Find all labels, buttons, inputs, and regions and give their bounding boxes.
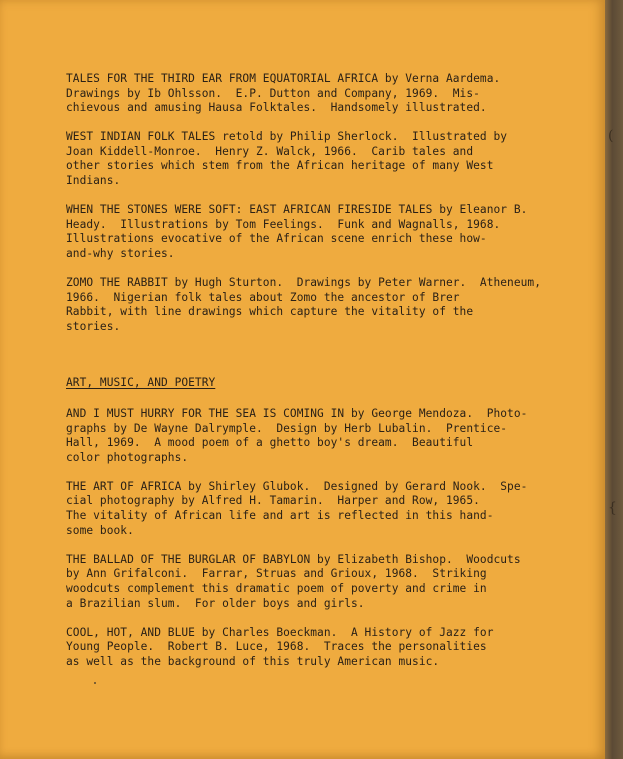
staple-mark-icon: ( xyxy=(608,128,614,144)
entry-line: 1966. Nigerian folk tales about Zomo the ancestor of Brer xyxy=(66,290,460,304)
ink-speck xyxy=(94,682,96,684)
entry-line: color photographs. xyxy=(66,450,189,464)
entry-line: chievous and amusing Hausa Folktales. Handsomely illustrated. xyxy=(66,101,487,115)
bibliography-entry-cool-hot-and-blue xyxy=(66,626,586,670)
entry-line: Heady. Illustrations by Tom Feelings. Funk and Wagnalls, 1968. xyxy=(66,217,501,231)
bibliography-entry-zomo-the-rabbit xyxy=(66,276,586,334)
entry-line: ZOMO THE RABBIT by Hugh Sturton. Drawings by Peter Warner. Atheneum, xyxy=(66,276,541,290)
entry-line: THE BALLAD OF THE BURGLAR OF BABYLON by Elizabeth Bishop. Woodcuts xyxy=(66,552,521,566)
entry-line: by Ann Grifalconi. Farrar, Struas and Grioux, 1968. Striking xyxy=(66,567,487,581)
entry-line: Joan Kiddell-Monroe. Henry Z. Walck, 1966. Carib tales and xyxy=(66,144,474,158)
entry-line: TALES FOR THE THIRD EAR FROM EQUATORIAL AFRICA by Verna Aardema. xyxy=(66,72,501,85)
entry-line: stories. xyxy=(66,319,121,333)
section-heading: ART, MUSIC, AND POETRY xyxy=(66,376,216,390)
entry-line: and-why stories. xyxy=(66,246,175,260)
binding-edge xyxy=(605,0,623,759)
entry-line: THE ART OF AFRICA by Shirley Glubok. Designed by Gerard Nook. Spe- xyxy=(66,479,528,493)
bibliography-entry-art-of-africa xyxy=(66,480,586,538)
entry-line: WHEN THE STONES WERE SOFT: EAST AFRICAN FIRESIDE TALES by Eleanor B. xyxy=(66,203,528,217)
bibliography-entry-ballad-of-burglar xyxy=(66,553,586,611)
entry-line: Illustrations evocative of the African scene enrich these how- xyxy=(66,232,487,246)
document-body xyxy=(66,72,586,684)
entry-line: a Brazilian slum. For older boys and girls. xyxy=(66,596,365,610)
entry-line: Drawings by Ib Ohlsson. E.P. Dutton and Company, 1969. Mis- xyxy=(66,86,480,100)
entry-line: Young People. Robert B. Luce, 1968. Traces the personalities xyxy=(66,640,487,654)
entry-line: Hall, 1969. A mood poem of a ghetto boy's dream. Beautiful xyxy=(66,436,474,450)
bibliography-entry-tales-third-ear xyxy=(66,72,586,116)
bibliography-entry-hurry-for-the-sea xyxy=(66,407,586,465)
entry-line: Rabbit, with line drawings which capture the vitality of the xyxy=(66,305,474,319)
entry-line: cial photography by Alfred H. Tamarin. Harper and Row, 1965. xyxy=(66,494,480,508)
entry-line: AND I MUST HURRY FOR THE SEA IS COMING IN by George Mendoza. Photo- xyxy=(66,407,528,420)
entry-line: graphs by De Wayne Dalrymple. Design by Herb Lubalin. Prentice- xyxy=(66,421,508,435)
entry-line: some book. xyxy=(66,523,134,537)
bibliography-entry-west-indian-folk-tales xyxy=(66,130,586,188)
entry-line: WEST INDIAN FOLK TALES retold by Philip Sherlock. Illustrated by xyxy=(66,130,508,144)
entry-line: other stories which stem from the African heritage of many West xyxy=(66,159,494,173)
bibliography-entry-when-stones-were-soft xyxy=(66,203,586,261)
entry-line: woodcuts complement this dramatic poem of poverty and crime in xyxy=(66,581,487,595)
entry-line: Indians. xyxy=(66,174,121,188)
staple-mark-icon: { xyxy=(608,500,617,516)
entry-line: The vitality of African life and art is reflected in this hand- xyxy=(66,509,494,523)
entry-line: as well as the background of this truly American music. xyxy=(66,654,440,668)
entry-line: COOL, HOT, AND BLUE by Charles Boeckman. A History of Jazz for xyxy=(66,625,494,639)
